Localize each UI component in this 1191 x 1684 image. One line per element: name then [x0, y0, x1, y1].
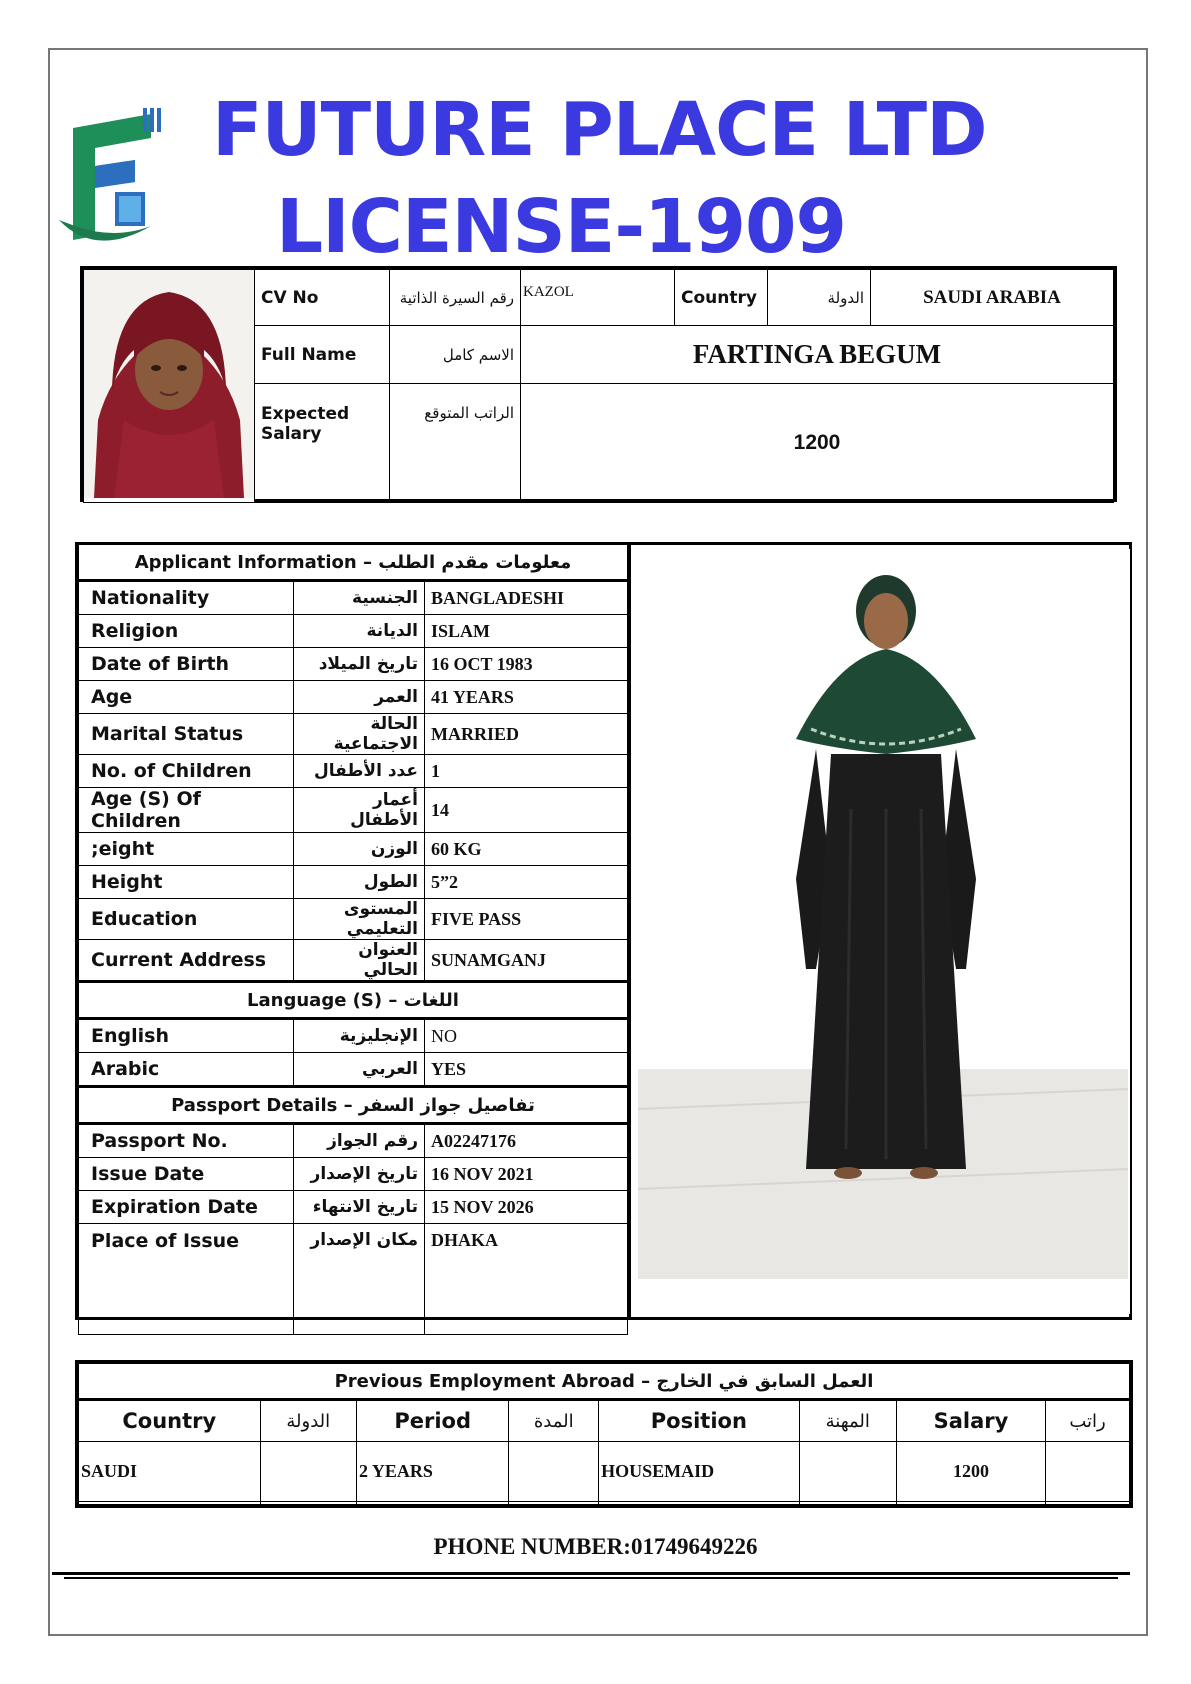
table-row	[79, 615, 628, 648]
language-title: Language (S) – اللغات	[79, 982, 628, 1019]
expected-salary-value: 1200	[521, 384, 1114, 503]
nationality-label: Nationality	[79, 581, 294, 615]
employment-title: Previous Employment Abroad – العمل السابق في الخارج	[79, 1364, 1130, 1400]
children-count-label: No. of Children	[79, 755, 294, 788]
address-value: SUNAMGANJ	[425, 940, 628, 982]
dob-label-ar: تاريخ الميلاد	[294, 648, 425, 681]
issue-date-label-ar: تاريخ الإصدار	[294, 1158, 425, 1191]
place-of-issue-label-ar: مكان الإصدار	[294, 1224, 425, 1335]
table-row	[79, 1019, 628, 1053]
table-row	[79, 755, 628, 788]
passport-no-value: A02247176	[425, 1124, 628, 1158]
education-value: FIVE PASS	[425, 899, 628, 940]
cv-no-label: CV No	[255, 270, 390, 326]
passport-title: Passport Details – تفاصيل جواز السفر	[79, 1087, 628, 1124]
marital-status-label-ar: الحالة الاجتماعية	[294, 714, 425, 755]
address-label-ar: العنوان الحالي	[294, 940, 425, 982]
table-row	[79, 833, 628, 866]
full-name-label-ar: الاسم كامل	[390, 326, 521, 384]
phone-number: PHONE NUMBER:01749649226	[433, 1534, 758, 1559]
english-label: English	[79, 1019, 294, 1053]
dob-value: 16 OCT 1983	[425, 648, 628, 681]
religion-label: Religion	[79, 615, 294, 648]
period-column-header-ar: المدة	[509, 1400, 599, 1442]
marital-status-label: Marital Status	[79, 714, 294, 755]
height-label-ar: الطول	[294, 866, 425, 899]
issue-date-value: 16 NOV 2021	[425, 1158, 628, 1191]
full-name-value: FARTINGA BEGUM	[521, 326, 1114, 384]
country-value: SAUDI ARABIA	[871, 270, 1114, 326]
english-value: NO	[425, 1019, 628, 1053]
country-column-header-ar: الدولة	[260, 1400, 356, 1442]
portrait-photo	[84, 270, 255, 503]
cv-no-value: KAZOL	[521, 270, 675, 326]
education-label: Education	[79, 899, 294, 940]
height-label: Height	[79, 866, 294, 899]
expiration-date-label-ar: تاريخ الانتهاء	[294, 1191, 425, 1224]
employment-position: HOUSEMAID	[599, 1442, 800, 1502]
full-name-label: Full Name	[255, 326, 390, 384]
table-row	[79, 866, 628, 899]
table-row	[79, 940, 628, 982]
cv-summary-block	[80, 266, 1117, 502]
children-age-label: Age (S) Of Children	[79, 788, 294, 833]
table-row	[79, 1124, 628, 1158]
table-row	[79, 788, 628, 833]
footer-divider	[64, 1577, 1118, 1579]
passport-no-label-ar: رقم الجواز	[294, 1124, 425, 1158]
place-of-issue-value: DHAKA	[425, 1224, 628, 1335]
footer-divider	[52, 1572, 1130, 1575]
company-logo-icon	[55, 108, 165, 248]
age-label: Age	[79, 681, 294, 714]
arabic-value: YES	[425, 1053, 628, 1087]
marital-status-value: MARRIED	[425, 714, 628, 755]
religion-value: ISLAM	[425, 615, 628, 648]
position-column-header-ar: المهنة	[799, 1400, 896, 1442]
country-column-header: Country	[79, 1400, 261, 1442]
place-of-issue-label: Place of Issue	[79, 1224, 294, 1335]
address-label: Current Address	[79, 940, 294, 982]
age-value: 41 YEARS	[425, 681, 628, 714]
license-number: LICENSE-1909	[276, 184, 846, 270]
education-label-ar: المستوى التعليمي	[294, 899, 425, 940]
table-row	[79, 1053, 628, 1087]
weight-label: ;eight	[79, 833, 294, 866]
applicant-info-title: Applicant Information – معلومات مقدم الطلب	[79, 545, 628, 581]
religion-label-ar: الديانة	[294, 615, 425, 648]
period-column-header: Period	[357, 1400, 509, 1442]
employment-salary: 1200	[896, 1442, 1045, 1502]
expiration-date-value: 15 NOV 2026	[425, 1191, 628, 1224]
table-row	[79, 1158, 628, 1191]
arabic-label-ar: العربي	[294, 1053, 425, 1087]
table-row	[79, 899, 628, 940]
full-body-photo	[636, 549, 1130, 1314]
height-value: 5”2	[425, 866, 628, 899]
nationality-label-ar: الجنسية	[294, 581, 425, 615]
weight-value: 60 KG	[425, 833, 628, 866]
expiration-date-label: Expiration Date	[79, 1191, 294, 1224]
applicant-block	[75, 542, 1132, 1320]
table-row	[79, 648, 628, 681]
dob-label: Date of Birth	[79, 648, 294, 681]
arabic-label: Arabic	[79, 1053, 294, 1087]
applicant-details	[78, 545, 631, 1317]
country-label: Country	[675, 270, 768, 326]
expected-salary-label-ar: الراتب المتوقع	[390, 384, 521, 503]
nationality-value: BANGLADESHI	[425, 581, 628, 615]
table-row	[79, 581, 628, 615]
employment-country: SAUDI	[79, 1442, 261, 1502]
company-name: FUTURE PLACE LTD	[212, 87, 987, 173]
age-label-ar: العمر	[294, 681, 425, 714]
children-age-value: 14	[425, 788, 628, 833]
salary-column-header: Salary	[896, 1400, 1045, 1442]
issue-date-label: Issue Date	[79, 1158, 294, 1191]
children-age-label-ar: أعمار الأطفال	[294, 788, 425, 833]
table-row	[79, 1502, 1130, 1505]
table-row	[79, 1442, 1130, 1502]
weight-label-ar: الوزن	[294, 833, 425, 866]
table-row	[79, 714, 628, 755]
country-label-ar: الدولة	[768, 270, 871, 326]
expected-salary-label: Expected Salary	[255, 384, 390, 503]
english-label-ar: الإنجليزية	[294, 1019, 425, 1053]
children-count-value: 1	[425, 755, 628, 788]
salary-column-header-ar: راتب	[1046, 1400, 1130, 1442]
table-row	[79, 681, 628, 714]
cv-no-label-ar: رقم السيرة الذاتية	[390, 270, 521, 326]
table-row	[79, 1224, 628, 1335]
position-column-header: Position	[599, 1400, 800, 1442]
passport-no-label: Passport No.	[79, 1124, 294, 1158]
previous-employment-block	[75, 1360, 1133, 1508]
employment-period: 2 YEARS	[357, 1442, 509, 1502]
table-row	[79, 1191, 628, 1224]
children-count-label-ar: عدد الأطفال	[294, 755, 425, 788]
